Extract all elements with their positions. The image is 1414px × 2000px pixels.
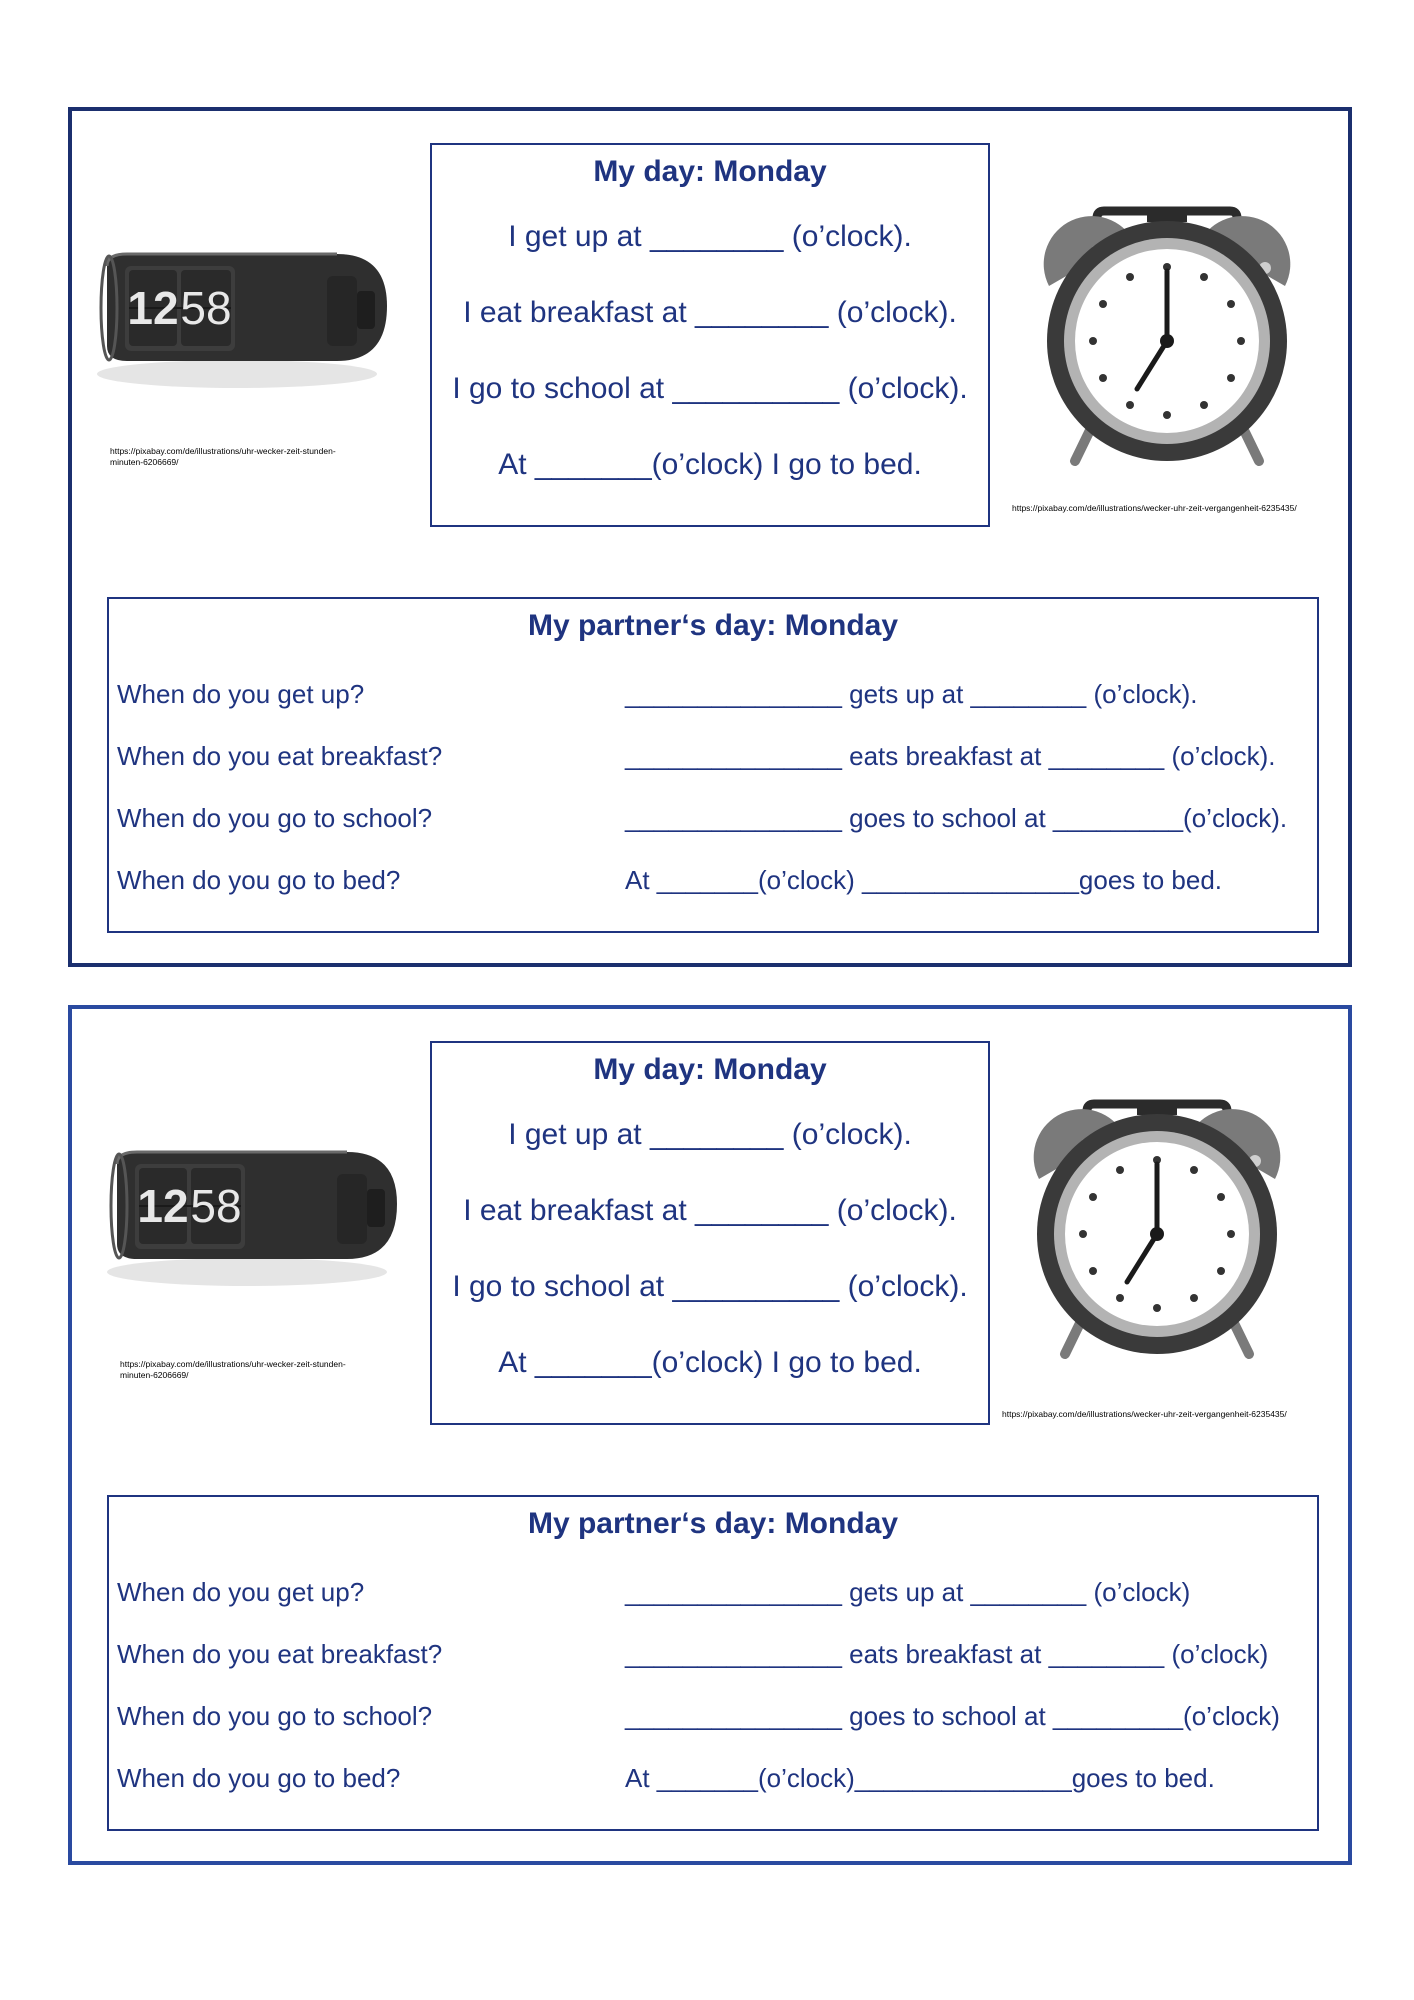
my-day-line: I get up at ________ (o’clock).: [508, 1118, 912, 1151]
alarm-clock-image: [1027, 1049, 1287, 1389]
partner-question: When do you eat breakfast?: [117, 1639, 443, 1669]
alarm-clock-credit: https://pixabay.com/de/illustrations/wecker-uhr-zeit-vergangenheit-6235435/: [1012, 503, 1297, 513]
partner-answer: _______________ gets up at ________ (o’clock).: [625, 679, 1198, 709]
flip-hours: 12: [127, 282, 179, 334]
flip-minutes: 58: [180, 282, 232, 334]
partner-day-title: My partner‘s day: Monday: [527, 609, 899, 642]
partner-day-box: [107, 597, 1319, 933]
flip-clock-image: [87, 236, 397, 396]
my-day-line: I get up at ________ (o’clock).: [508, 220, 912, 253]
my-day-line: I go to school at __________ (o’clock).: [452, 1270, 968, 1303]
partner-answer: _______________ goes to school at _________(o’clock): [625, 1701, 1280, 1731]
my-day-line: At _______(o’clock) I go to bed.: [498, 1346, 922, 1379]
partner-answer: At _______(o’clock) _______________goes to bed.: [625, 865, 1223, 895]
partner-question: When do you get up?: [117, 1577, 365, 1607]
flip-hours: 12: [137, 1180, 189, 1232]
partner-answer: _______________ eats breakfast at ________ (o’clock): [625, 1639, 1269, 1669]
partner-day-box: [107, 1495, 1319, 1831]
my-day-box: [430, 1041, 990, 1425]
flip-minutes: 58: [190, 1180, 242, 1232]
flip-clock-credit: https://pixabay.com/de/illustrations/uhr-wecker-zeit-stunden- minuten-6206669/: [120, 1359, 346, 1380]
partner-answer: _______________ goes to school at _________(o’clock).: [625, 803, 1288, 833]
flip-clock-credit: https://pixabay.com/de/illustrations/uhr-wecker-zeit-stunden- minuten-6206669/: [110, 446, 336, 467]
alarm-clock-credit: https://pixabay.com/de/illustrations/wecker-uhr-zeit-vergangenheit-6235435/: [1002, 1409, 1287, 1419]
my-day-box: [430, 143, 990, 527]
my-day-title: My day: Monday: [593, 1053, 827, 1086]
alarm-clock-image: [1037, 156, 1297, 496]
partner-answer: At _______(o’clock)_______________goes to bed.: [625, 1763, 1215, 1793]
my-day-line: I go to school at __________ (o’clock).: [452, 372, 968, 405]
flip-clock-image: [97, 1134, 407, 1294]
partner-answer: _______________ eats breakfast at ________ (o’clock).: [625, 741, 1276, 771]
partner-answer: _______________ gets up at ________ (o’clock): [625, 1577, 1191, 1607]
my-day-line: At _______(o’clock) I go to bed.: [498, 448, 922, 481]
partner-question: When do you go to school?: [117, 803, 433, 833]
worksheet-card-2: [68, 1005, 1352, 1865]
my-day-line: I eat breakfast at ________ (o’clock).: [463, 296, 957, 329]
partner-question: When do you get up?: [117, 679, 365, 709]
partner-day-title: My partner‘s day: Monday: [527, 1507, 899, 1540]
worksheet-card-1: [68, 107, 1352, 967]
partner-question: When do you go to bed?: [117, 1763, 401, 1793]
partner-question: When do you go to school?: [117, 1701, 433, 1731]
partner-question: When do you go to bed?: [117, 865, 401, 895]
my-day-line: I eat breakfast at ________ (o’clock).: [463, 1194, 957, 1227]
partner-question: When do you eat breakfast?: [117, 741, 443, 771]
my-day-title: My day: Monday: [593, 155, 827, 188]
